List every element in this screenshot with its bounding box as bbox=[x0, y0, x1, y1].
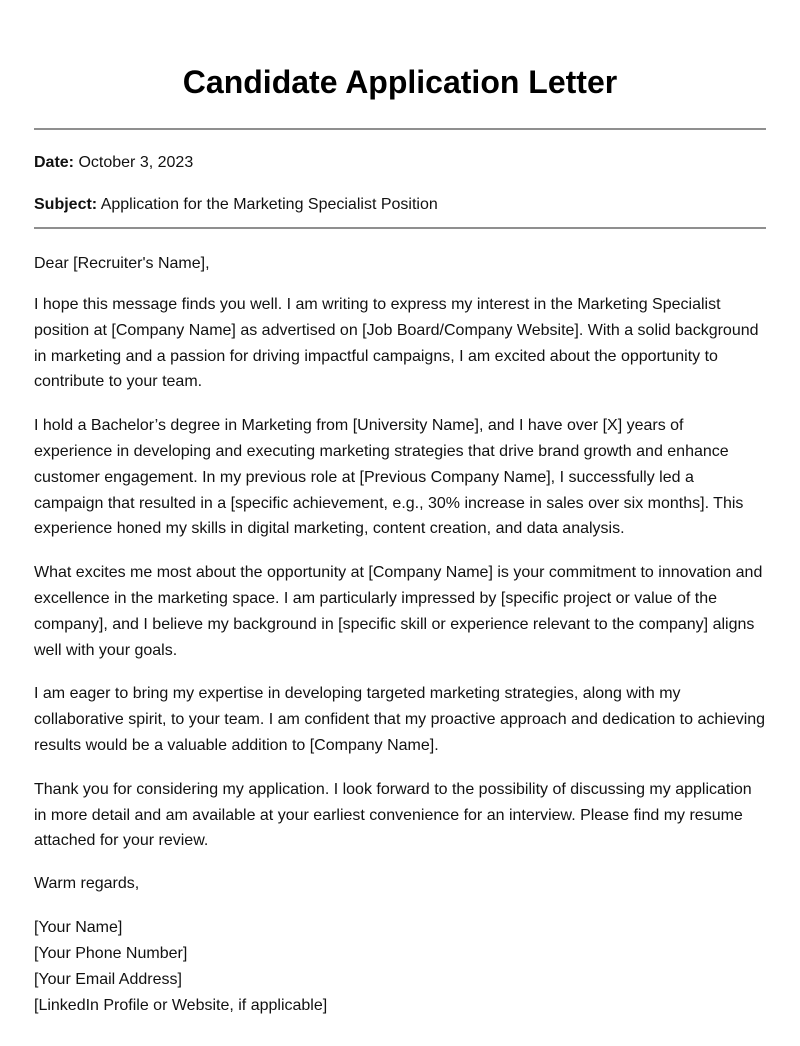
signature-name: [Your Name] bbox=[34, 919, 123, 937]
subject-value: Application for the Marketing Specialist Position bbox=[100, 196, 438, 213]
salutation: Dear [Recruiter's Name], bbox=[34, 255, 210, 272]
date-label: Date: bbox=[34, 154, 75, 171]
date-value: October 3, 2023 bbox=[78, 154, 194, 171]
signature-website: [LinkedIn Profile or Website, if applicable] bbox=[34, 996, 328, 1014]
body-paragraph-2: I hold a Bachelor’s degree in Marketing from [University Name], and I have over [X] years of experience in developing and executing marketing strategies that drive brand growth and enhance customer engagement. In my previous role at [Previous Company Name], I successfully led a campaign that resulted in a [specific achievement, e.g., 30% increase in sales over six months]. This experience honed my skills in digital marketing, content creation, and data analysis. bbox=[34, 417, 744, 538]
header-divider bbox=[34, 128, 766, 130]
body-paragraph-5: Thank you for considering my application. I look forward to the possibility of discussing my application in more detail and am available at your earliest convenience for an interview. Please find my resume attached for your review. bbox=[34, 780, 752, 850]
body-paragraph-1: I hope this message finds you well. I am writing to express my interest in the Marketing Specialist position at [Company Name] as advertised on [Job Board/Company Website]. With a solid background in marketing and a passion for driving impactful campaigns, I am excited about the opportunity to contribute to your team. bbox=[34, 296, 759, 391]
signature-block bbox=[34, 915, 766, 1018]
meta-divider bbox=[34, 227, 766, 229]
date-line bbox=[34, 153, 766, 173]
body-paragraph-4: I am eager to bring my expertise in developing targeted marketing strategies, along with my collaborative spirit, to your team. I am confident that my proactive approach and dedication to achieving results would be a valuable addition to [Company Name]. bbox=[34, 685, 766, 754]
closing: Warm regards, bbox=[34, 875, 140, 893]
signature-email: [Your Email Address] bbox=[34, 970, 182, 988]
subject-label: Subject: bbox=[34, 196, 98, 213]
page-title: Candidate Application Letter bbox=[182, 64, 618, 100]
subject-line bbox=[34, 195, 766, 215]
body-paragraph-3: What excites me most about the opportunity at [Company Name] is your commitment to innovation and excellence in the marketing space. I am particularly impressed by [specific project or value of the company], and I believe my background in [specific skill or experience relevant to the company] aligns well with your goals. bbox=[34, 564, 763, 659]
signature-phone: [Your Phone Number] bbox=[34, 944, 188, 962]
